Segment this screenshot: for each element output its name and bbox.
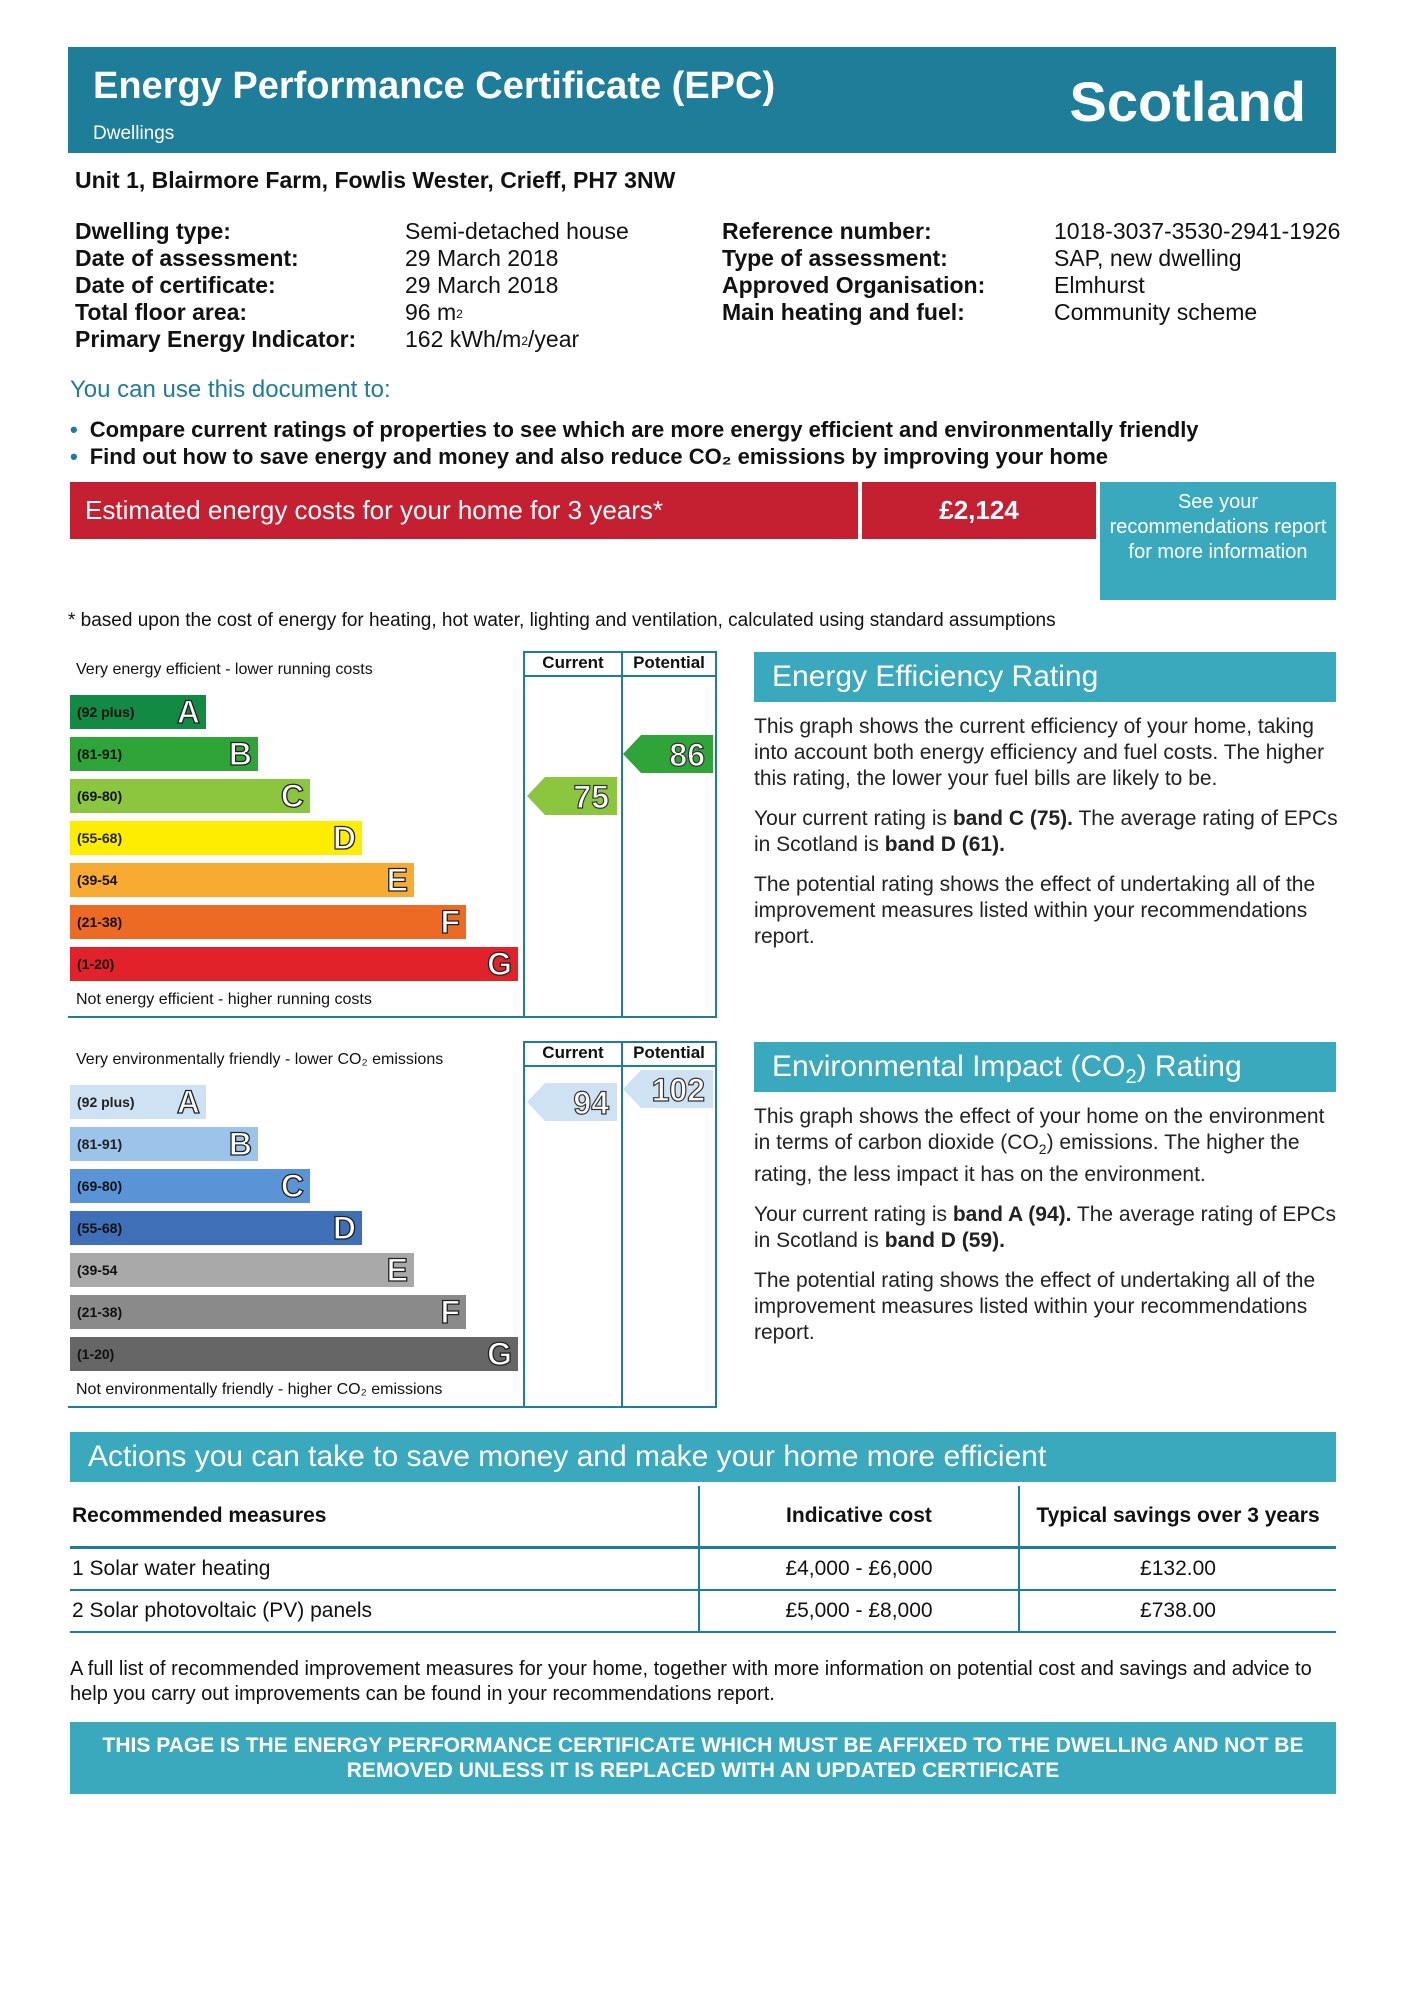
detail-value: Community scheme	[1054, 299, 1258, 325]
col-cost: Indicative cost	[699, 1486, 1019, 1548]
detail-label: Total floor area:	[75, 299, 248, 325]
detail-row	[75, 272, 629, 299]
band-letter: C	[280, 1168, 304, 1204]
eer-paragraph-2	[754, 806, 1344, 858]
table-row	[70, 1548, 1336, 1591]
eir-heading-text: ) Rating	[1136, 1050, 1242, 1083]
bullet-dot-icon: •	[70, 444, 78, 469]
detail-row	[75, 218, 629, 245]
eer-paragraph-3: The potential rating shows the effect of undertaking all of the improvement measures listed within your recommendations report.	[754, 873, 1316, 948]
savings-cell: £738.00	[1019, 1590, 1336, 1632]
eer-current-band: band C (75).	[952, 807, 1074, 830]
rating-band-c	[70, 1169, 310, 1203]
rating-band-g	[70, 1337, 518, 1371]
band-range: (69-80)	[77, 1178, 123, 1194]
potential-rating-arrow-value: 102	[651, 1072, 705, 1109]
band-range: (21-38)	[77, 1304, 123, 1320]
eer-heading: Energy Efficiency Rating	[754, 652, 1336, 702]
rating-band-a	[70, 1085, 206, 1119]
current-rating-arrow-value: 94	[573, 1085, 609, 1121]
measure-cell: 2 Solar photovoltaic (PV) panels	[70, 1590, 699, 1632]
potential-rating-arrow	[623, 1070, 713, 1108]
eir-p1-text: ) emissions. The higher the rating, the less impact it has on the environment.	[754, 1131, 1300, 1187]
cost-footnote: * based upon the cost of energy for heating, hot water, lighting and ventilation, calculated using standard assumptions	[68, 610, 1056, 631]
energy-cost-value: £2,124	[862, 482, 1096, 539]
band-range: (1-20)	[77, 956, 115, 972]
detail-label: Dwelling type:	[75, 218, 231, 244]
eer-average-band: band D (61).	[884, 833, 1005, 856]
band-letter: E	[386, 1252, 408, 1288]
eir-heading-sub: 2	[1125, 1066, 1137, 1088]
see-recommendations-link[interactable]	[1100, 482, 1336, 600]
band-range: (39-54	[77, 1262, 118, 1278]
chart-bottom-caption: Not environmentally friendly - higher CO₂ emissions	[76, 1381, 443, 1398]
bullet-item	[70, 443, 1199, 470]
detail-label: Type of assessment:	[722, 245, 948, 271]
property-address: Unit 1, Blairmore Farm, Fowlis Wester, Crieff, PH7 3NW	[75, 167, 676, 193]
table-row	[70, 1590, 1336, 1632]
band-range: (55-68)	[77, 1220, 123, 1236]
eir-p2-text: Your current rating is	[754, 1203, 953, 1227]
full-list-note: A full list of recommended improvement measures for your home, together with more information on potential cost and savings and advice to help you carry out improvements can be found in your recommendations report.	[70, 1658, 1312, 1705]
table-header-row	[70, 1486, 1336, 1548]
eir-paragraph-1	[754, 1104, 1344, 1188]
eer-p2-text: Your current rating is	[754, 807, 953, 830]
rating-band-f	[70, 905, 466, 939]
col-measures: Recommended measures	[70, 1486, 699, 1548]
col-potential-label: Potential	[633, 1043, 705, 1062]
detail-label: Reference number:	[722, 218, 932, 244]
environmental-impact-chart	[68, 1041, 728, 1411]
rating-band-d	[70, 821, 362, 855]
eer-p2-text: The average rating of EPCs in Scotland is	[754, 807, 1338, 856]
detail-value: Semi-detached house	[405, 218, 629, 244]
eer-paragraph-1: This graph shows the current efficiency of your home, taking into account both energy efficiency and fuel costs. The higher this rating, the lower your fuel bills are likely to be.	[754, 715, 1325, 790]
band-range: (39-54	[77, 872, 118, 888]
col-current-label: Current	[542, 1043, 604, 1062]
band-letter: B	[228, 1126, 252, 1162]
rating-band-e	[70, 863, 414, 897]
detail-label: Primary Energy Indicator:	[75, 326, 357, 352]
details-left	[75, 218, 629, 353]
bullet-item	[70, 416, 1199, 443]
detail-row	[722, 218, 1340, 245]
eer-text	[754, 714, 1344, 964]
eir-p2-text: The average rating of EPCs in Scotland is	[754, 1203, 1337, 1253]
band-range: (81-91)	[77, 1136, 123, 1152]
cost-cell: £4,000 - £6,000	[699, 1548, 1019, 1591]
superscript: 2	[521, 334, 529, 348]
energy-cost-label: Estimated energy costs for your home for 3 years*	[85, 495, 664, 525]
eir-average-band: band D (59).	[884, 1229, 1005, 1253]
band-letter: C	[280, 778, 304, 814]
superscript: 2	[456, 307, 463, 321]
col-current-label: Current	[542, 653, 604, 672]
energy-efficiency-chart	[68, 651, 728, 1021]
eir-paragraph-3: The potential rating shows the effect of undertaking all of the improvement measures listed within your recommendations report.	[754, 1269, 1316, 1345]
detail-value: 162 kWh/m	[405, 326, 522, 352]
bullet-text: Find out how to save energy and money and also reduce CO₂ emissions by improving your home	[89, 444, 1109, 469]
recommendations-table	[70, 1486, 1336, 1633]
band-letter: B	[228, 736, 252, 772]
rating-band-a	[70, 695, 206, 729]
band-letter: A	[176, 1084, 200, 1120]
current-rating-arrow-value: 75	[573, 779, 609, 815]
potential-rating-arrow-value: 86	[669, 737, 705, 773]
rating-band-c	[70, 779, 310, 813]
potential-column-frame	[619, 651, 717, 1018]
region-label: Scotland	[1069, 70, 1306, 133]
rating-band-b	[70, 1127, 258, 1161]
eir-p1-text: This graph shows the effect of your home on the environment in terms of carbon dioxide (CO	[754, 1105, 1325, 1154]
eir-paragraph-2	[754, 1202, 1344, 1254]
potential-rating-arrow	[623, 735, 713, 773]
eir-p1-sub: 2	[1038, 1141, 1047, 1158]
band-range: (81-91)	[77, 746, 123, 762]
current-column-frame	[523, 651, 623, 1018]
eir-heading	[754, 1042, 1336, 1092]
savings-cell: £132.00	[1019, 1548, 1336, 1591]
detail-value: 1018-3037-3530-2941-1926	[1054, 218, 1341, 244]
detail-value: SAP, new dwelling	[1054, 245, 1242, 271]
band-range: (21-38)	[77, 914, 123, 930]
affix-notice-text: THIS PAGE IS THE ENERGY PERFORMANCE CERTIFICATE WHICH MUST BE AFFIXED TO THE DWELLING AND NOT BE REMOVED UNLESS IT IS REPLACED WITH AN UPDATED CERTIFICATE	[102, 1734, 1304, 1782]
rating-band-g	[70, 947, 518, 981]
detail-label: Date of certificate:	[75, 272, 276, 298]
band-range: (92 plus)	[77, 1094, 135, 1110]
cost-cell: £5,000 - £8,000	[699, 1590, 1019, 1632]
detail-row	[722, 245, 1340, 272]
detail-value: 96 m	[405, 299, 457, 325]
band-range: (92 plus)	[77, 704, 135, 720]
eir-text	[754, 1104, 1344, 1360]
chart-top-caption: Very environmentally friendly - lower CO₂ emissions	[76, 1051, 444, 1068]
column-header-divider	[523, 675, 717, 677]
detail-row	[75, 326, 629, 353]
band-letter: D	[332, 1210, 356, 1246]
certificate-title: Energy Performance Certificate (EPC)	[93, 65, 776, 107]
actions-heading: Actions you can take to save money and make your home more efficient	[70, 1432, 1336, 1482]
chart-top-caption: Very energy efficient - lower running costs	[76, 661, 373, 678]
detail-row	[75, 245, 629, 272]
detail-value-tail: /year	[528, 326, 580, 352]
detail-row	[75, 299, 629, 326]
chart-bottom-caption: Not energy efficient - higher running costs	[76, 991, 372, 1008]
band-range: (1-20)	[77, 1346, 115, 1362]
band-range: (55-68)	[77, 830, 123, 846]
rating-band-e	[70, 1253, 414, 1287]
details-right	[722, 218, 1340, 326]
band-letter: G	[487, 1336, 512, 1372]
detail-row	[722, 299, 1340, 326]
eir-heading-text: Environmental Impact (CO	[772, 1050, 1126, 1083]
see-recommendations-text: See your recommendations report for more information	[1109, 491, 1327, 563]
band-letter: A	[176, 694, 200, 730]
affix-notice	[70, 1722, 1336, 1794]
certificate-subtitle: Dwellings	[93, 123, 175, 144]
band-letter: G	[487, 946, 512, 982]
current-rating-arrow	[527, 1083, 617, 1121]
detail-value: Elmhurst	[1054, 272, 1145, 298]
detail-value: 29 March 2018	[405, 272, 559, 298]
rating-band-b	[70, 737, 258, 771]
measure-cell: 1 Solar water heating	[70, 1548, 699, 1591]
rating-band-d	[70, 1211, 362, 1245]
detail-label: Approved Organisation:	[722, 272, 986, 298]
band-letter: D	[332, 820, 356, 856]
band-letter: F	[440, 904, 460, 940]
detail-row	[722, 272, 1340, 299]
detail-value: 29 March 2018	[405, 245, 559, 271]
current-rating-arrow	[527, 777, 617, 815]
band-letter: E	[386, 862, 408, 898]
rating-band-f	[70, 1295, 466, 1329]
col-savings: Typical savings over 3 years	[1019, 1486, 1336, 1548]
band-range: (69-80)	[77, 788, 123, 804]
eir-current-band: band A (94).	[952, 1203, 1072, 1227]
col-potential-label: Potential	[633, 653, 705, 672]
detail-label: Date of assessment:	[75, 245, 299, 271]
use-bullets	[70, 416, 1199, 470]
bullet-dot-icon: •	[70, 417, 78, 442]
use-document-heading: You can use this document to:	[70, 376, 391, 403]
certificate-header	[68, 47, 1336, 153]
detail-label: Main heating and fuel:	[722, 299, 965, 325]
band-letter: F	[440, 1294, 460, 1330]
column-header-divider	[523, 1065, 717, 1067]
bullet-text: Compare current ratings of properties to see which are more energy efficient and environmentally friendly	[89, 417, 1199, 442]
